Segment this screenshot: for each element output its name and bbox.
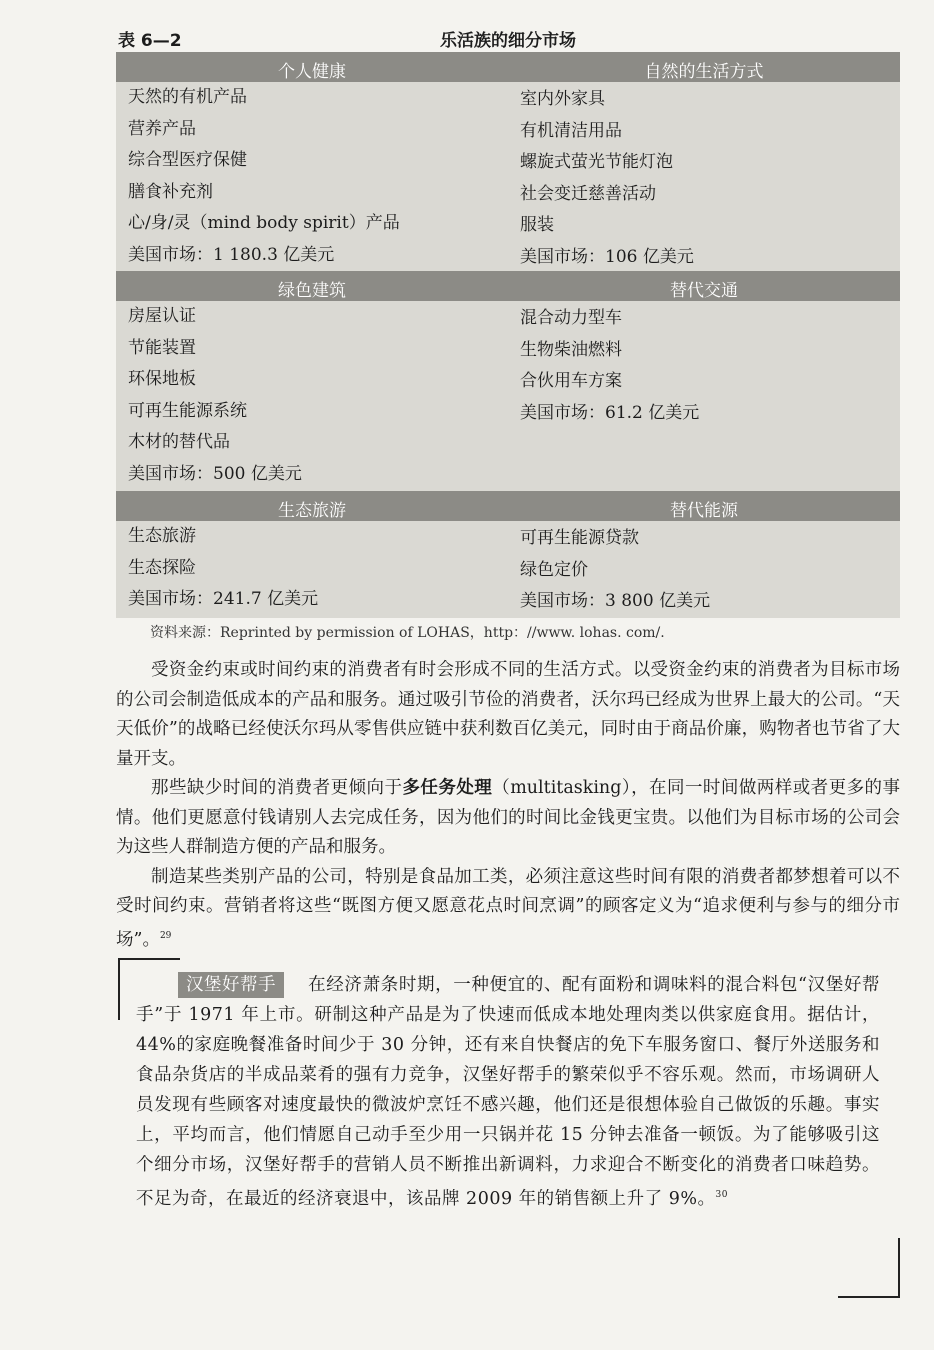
lohas-segments-table: [116, 52, 900, 618]
paragraph: 受资金约束或时间约束的消费者有时会形成不同的生活方式。以受资金约束的消费者为目标市场的公司会制造低成本的产品和服务。通过吸引节俭的消费者，沃尔玛已经成为世界上最大的公司。“天天低价”的战略已经使沃尔玛从零售供应链中获利数百亿美元，同时由于商品价廉，购物者也节省了大量开支。: [116, 660, 900, 769]
list-item: 木材的替代品: [128, 432, 230, 452]
list-item: 环保地板: [128, 369, 196, 389]
list-item: 合伙用车方案: [520, 371, 622, 391]
list-item: 膳食补充剂: [128, 181, 213, 202]
list-item: 室内外家具: [520, 89, 605, 109]
list-item: 混合动力型车: [520, 308, 622, 328]
list-item: 可再生能源贷款: [520, 528, 639, 548]
body-text: [116, 656, 900, 955]
section-header-eco-tourism: [116, 491, 900, 521]
section-header-personal-health: [116, 52, 900, 82]
list-item: 节能装置: [128, 337, 196, 358]
footnote-ref: 29: [159, 930, 172, 941]
header-natural-lifestyle: 自然的生活方式: [644, 62, 764, 82]
paragraph: 制造某些类别产品的公司，特别是食品加工类，必须注意这些时间有限的消费者都梦想着可以不受时间约束。营销者将这些“既图方便又愿意花点时间烹调”的顾客定义为“追求便利与参与的细分市场”。$^{29}$: [116, 866, 900, 950]
market-size: 美国市场：3 800 亿美元: [520, 591, 711, 611]
market-size: 美国市场：500 亿美元: [128, 463, 302, 484]
list-item: 可再生能源系统: [128, 400, 247, 421]
header-alternative-transport: 替代交通: [670, 281, 738, 301]
market-size: 美国市场：1 180.3 亿美元: [128, 244, 335, 265]
list-eco-tourism: [128, 521, 508, 616]
list-green-building: [128, 301, 508, 490]
footnote-ref: 30: [715, 1190, 728, 1200]
market-size: 美国市场：106 亿美元: [520, 246, 694, 267]
list-item: 有机清洁用品: [520, 120, 622, 141]
list-item: 螺旋式萤光节能灯泡: [520, 152, 673, 172]
list-item: 天然的有机产品: [128, 87, 247, 107]
list-alternative-energy: [520, 523, 900, 618]
sidebar-box: [136, 970, 880, 1214]
list-item: 心/身/灵（mind body spirit）产品: [128, 213, 400, 233]
list-natural-lifestyle: [520, 84, 900, 273]
box-body: 在经济萧条时期，一种便宜的、配有面粉和调味料的混合料包“汉堡好帮手”于 1971 年上市。研制这种产品是为了快速而低成本地处理肉类以供家庭食用。据估计，44%的家庭晚餐准备时间少于 30 分钟，还有来自快餐店的免下车服务窗口、餐厅外送服务和食品杂货店的半成品菜肴的强有力竞争，汉堡好帮手的繁荣似乎不容乐观。然而，市场调研人员发现有些顾客对速度最快的微波炉烹饪不感兴趣，他们还是很想体验自己做饭的乐趣。事实上，平均而言，他们情愿自己动手至少用一只锅并花 15 分钟去准备一顿饭。为了能够吸引这个细分市场，汉堡好帮手的营销人员不断推出新调料，力求迎合不断变化的消费者口味趋势。不足为奇，在最近的经济衰退中，该品牌 2009 年的销售额上升了 9%。: [136, 975, 880, 1209]
header-alternative-energy: 替代能源: [670, 501, 738, 521]
list-item: 营养产品: [128, 118, 196, 139]
list-item: 生态探险: [128, 557, 196, 578]
list-alternative-transport: [520, 303, 900, 429]
list-item: 绿色定价: [520, 559, 588, 580]
header-eco-tourism: 生态旅游: [278, 501, 346, 521]
header-personal-health: 个人健康: [278, 62, 346, 82]
list-item: 服装: [520, 215, 554, 235]
table-caption: [118, 24, 898, 50]
list-item: 生物柴油燃料: [520, 339, 622, 360]
box-corner-bottom-right: [838, 1238, 900, 1298]
list-item: 生态旅游: [128, 526, 196, 546]
table-label: 表 6—2: [118, 31, 182, 51]
key-term: 多任务处理: [402, 778, 493, 798]
list-item: 综合型医疗保健: [128, 150, 247, 170]
list-personal-health: [128, 82, 508, 271]
paragraph: 那些缺少时间的消费者更倾向于多任务处理（multitasking），在同一时间做两样或者更多的事情。他们更愿意付钱请别人去完成任务，因为他们的时间比金钱更宝贵。以他们为目标市场的公司会为这些人群制造方便的产品和服务。: [116, 778, 901, 857]
section-header-green-building: [116, 271, 900, 301]
list-item: 社会变迁慈善活动: [520, 183, 656, 204]
market-size: 美国市场：241.7 亿美元: [128, 589, 319, 609]
list-item: 房屋认证: [128, 306, 196, 326]
box-title: 汉堡好帮手: [178, 972, 284, 998]
market-size: 美国市场：61.2 亿美元: [520, 402, 700, 423]
table-title: 乐活族的细分市场: [440, 31, 576, 51]
header-green-building: 绿色建筑: [278, 281, 346, 301]
table-source-note: 资料来源：Reprinted by permission of LOHAS，http：//www. lohas. com/.: [150, 625, 665, 641]
